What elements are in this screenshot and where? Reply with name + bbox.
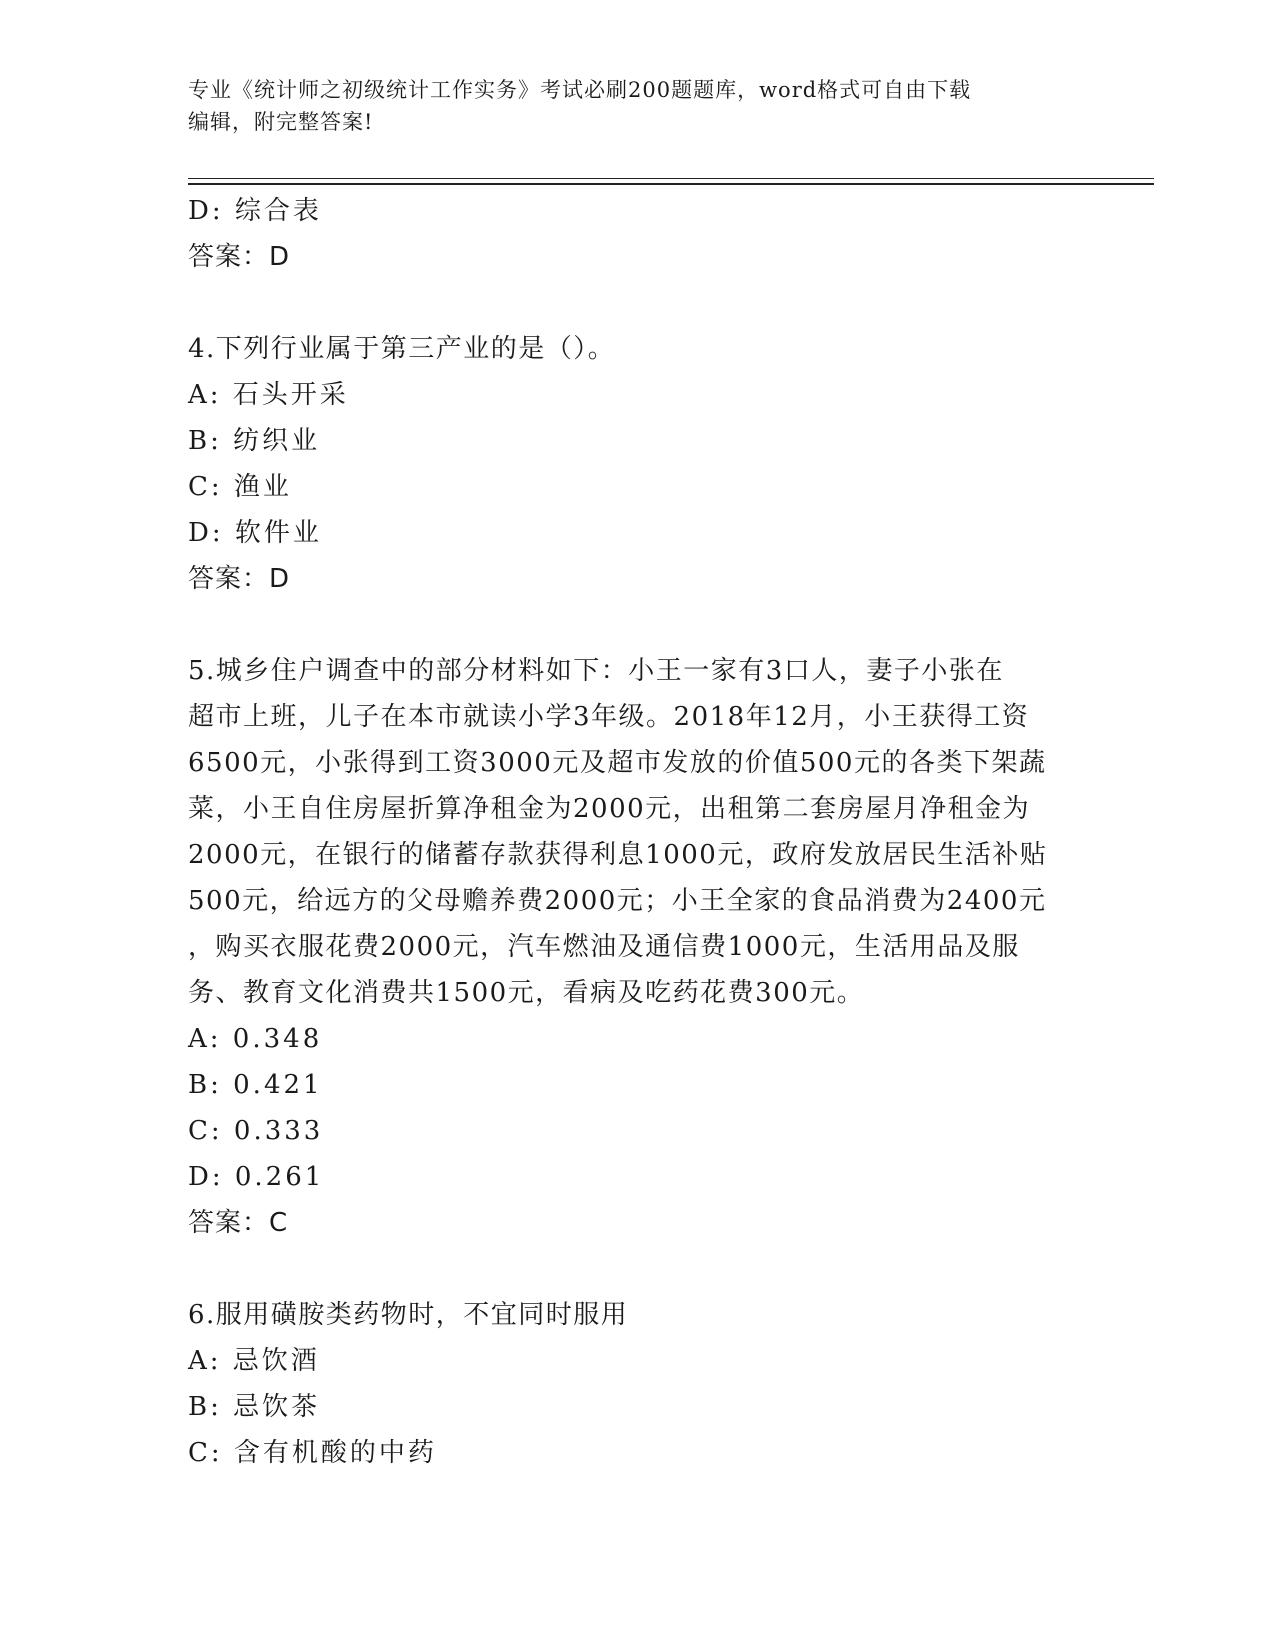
q4-answer: 答案：D xyxy=(188,564,291,594)
q6-option-b: B: 忌饮茶 xyxy=(188,1392,321,1422)
q6-stem: 6.服用磺胺类药物时，不宜同时服用 xyxy=(188,1300,629,1330)
spacer xyxy=(188,1246,1088,1292)
q4-stem: 4.下列行业属于第三产业的是（）。 xyxy=(188,334,616,364)
header-line-1: 专业《统计师之初级统计工作实务》考试必刷200题题库，word格式可自由下载 xyxy=(188,78,972,102)
spacer xyxy=(188,602,1088,648)
header-line-2: 编辑，附完整答案! xyxy=(188,110,374,134)
q5-stem-line-7: ，购买衣服花费2000元，汽车燃油及通信费1000元，生活用品及服 xyxy=(188,932,1020,962)
spacer xyxy=(188,280,1088,326)
q5-option-a: A: 0.348 xyxy=(188,1024,323,1054)
q6-option-c: C: 含有机酸的中药 xyxy=(188,1438,437,1468)
header-rule-thin xyxy=(188,178,1154,179)
header-rule-thick xyxy=(188,183,1154,185)
q4-option-b: B: 纺织业 xyxy=(188,426,321,456)
q5-option-d: D: 0.261 xyxy=(188,1162,325,1192)
q5-stem-line-1: 5.城乡住户调查中的部分材料如下：小王一家有3口人，妻子小张在 xyxy=(188,656,1004,686)
q5-stem-line-2: 超市上班，儿子在本市就读小学3年级。2018年12月，小王获得工资 xyxy=(188,702,1030,732)
q5-stem-line-6: 500元，给远方的父母赡养费2000元；小王全家的食品消费为2400元 xyxy=(188,886,1047,916)
q5-stem-line-5: 2000元，在银行的储蓄存款获得利息1000元，政府发放居民生活补贴 xyxy=(188,840,1048,870)
q5-stem-line-8: 务、教育文化消费共1500元，看病及吃药花费300元。 xyxy=(188,978,865,1008)
q3-answer: 答案：D xyxy=(188,242,291,272)
q5-option-b: B: 0.421 xyxy=(188,1070,323,1100)
q5-stem-line-3: 6500元，小张得到工资3000元及超市发放的价值500元的各类下架蔬 xyxy=(188,748,1047,778)
question-content xyxy=(188,188,1088,1476)
q5-option-c: C: 0.333 xyxy=(188,1116,324,1146)
q4-option-a: A: 石头开采 xyxy=(188,380,349,410)
q3-option-d: D: 综合表 xyxy=(188,196,322,226)
page-header xyxy=(188,74,1088,138)
q5-stem-line-4: 菜，小王自住房屋折算净租金为2000元，出租第二套房屋月净租金为 xyxy=(188,794,1031,824)
q6-option-a: A: 忌饮酒 xyxy=(188,1346,320,1376)
q4-option-c: C: 渔业 xyxy=(188,472,292,502)
q5-answer: 答案：C xyxy=(188,1208,289,1238)
q4-option-d: D: 软件业 xyxy=(188,518,322,548)
